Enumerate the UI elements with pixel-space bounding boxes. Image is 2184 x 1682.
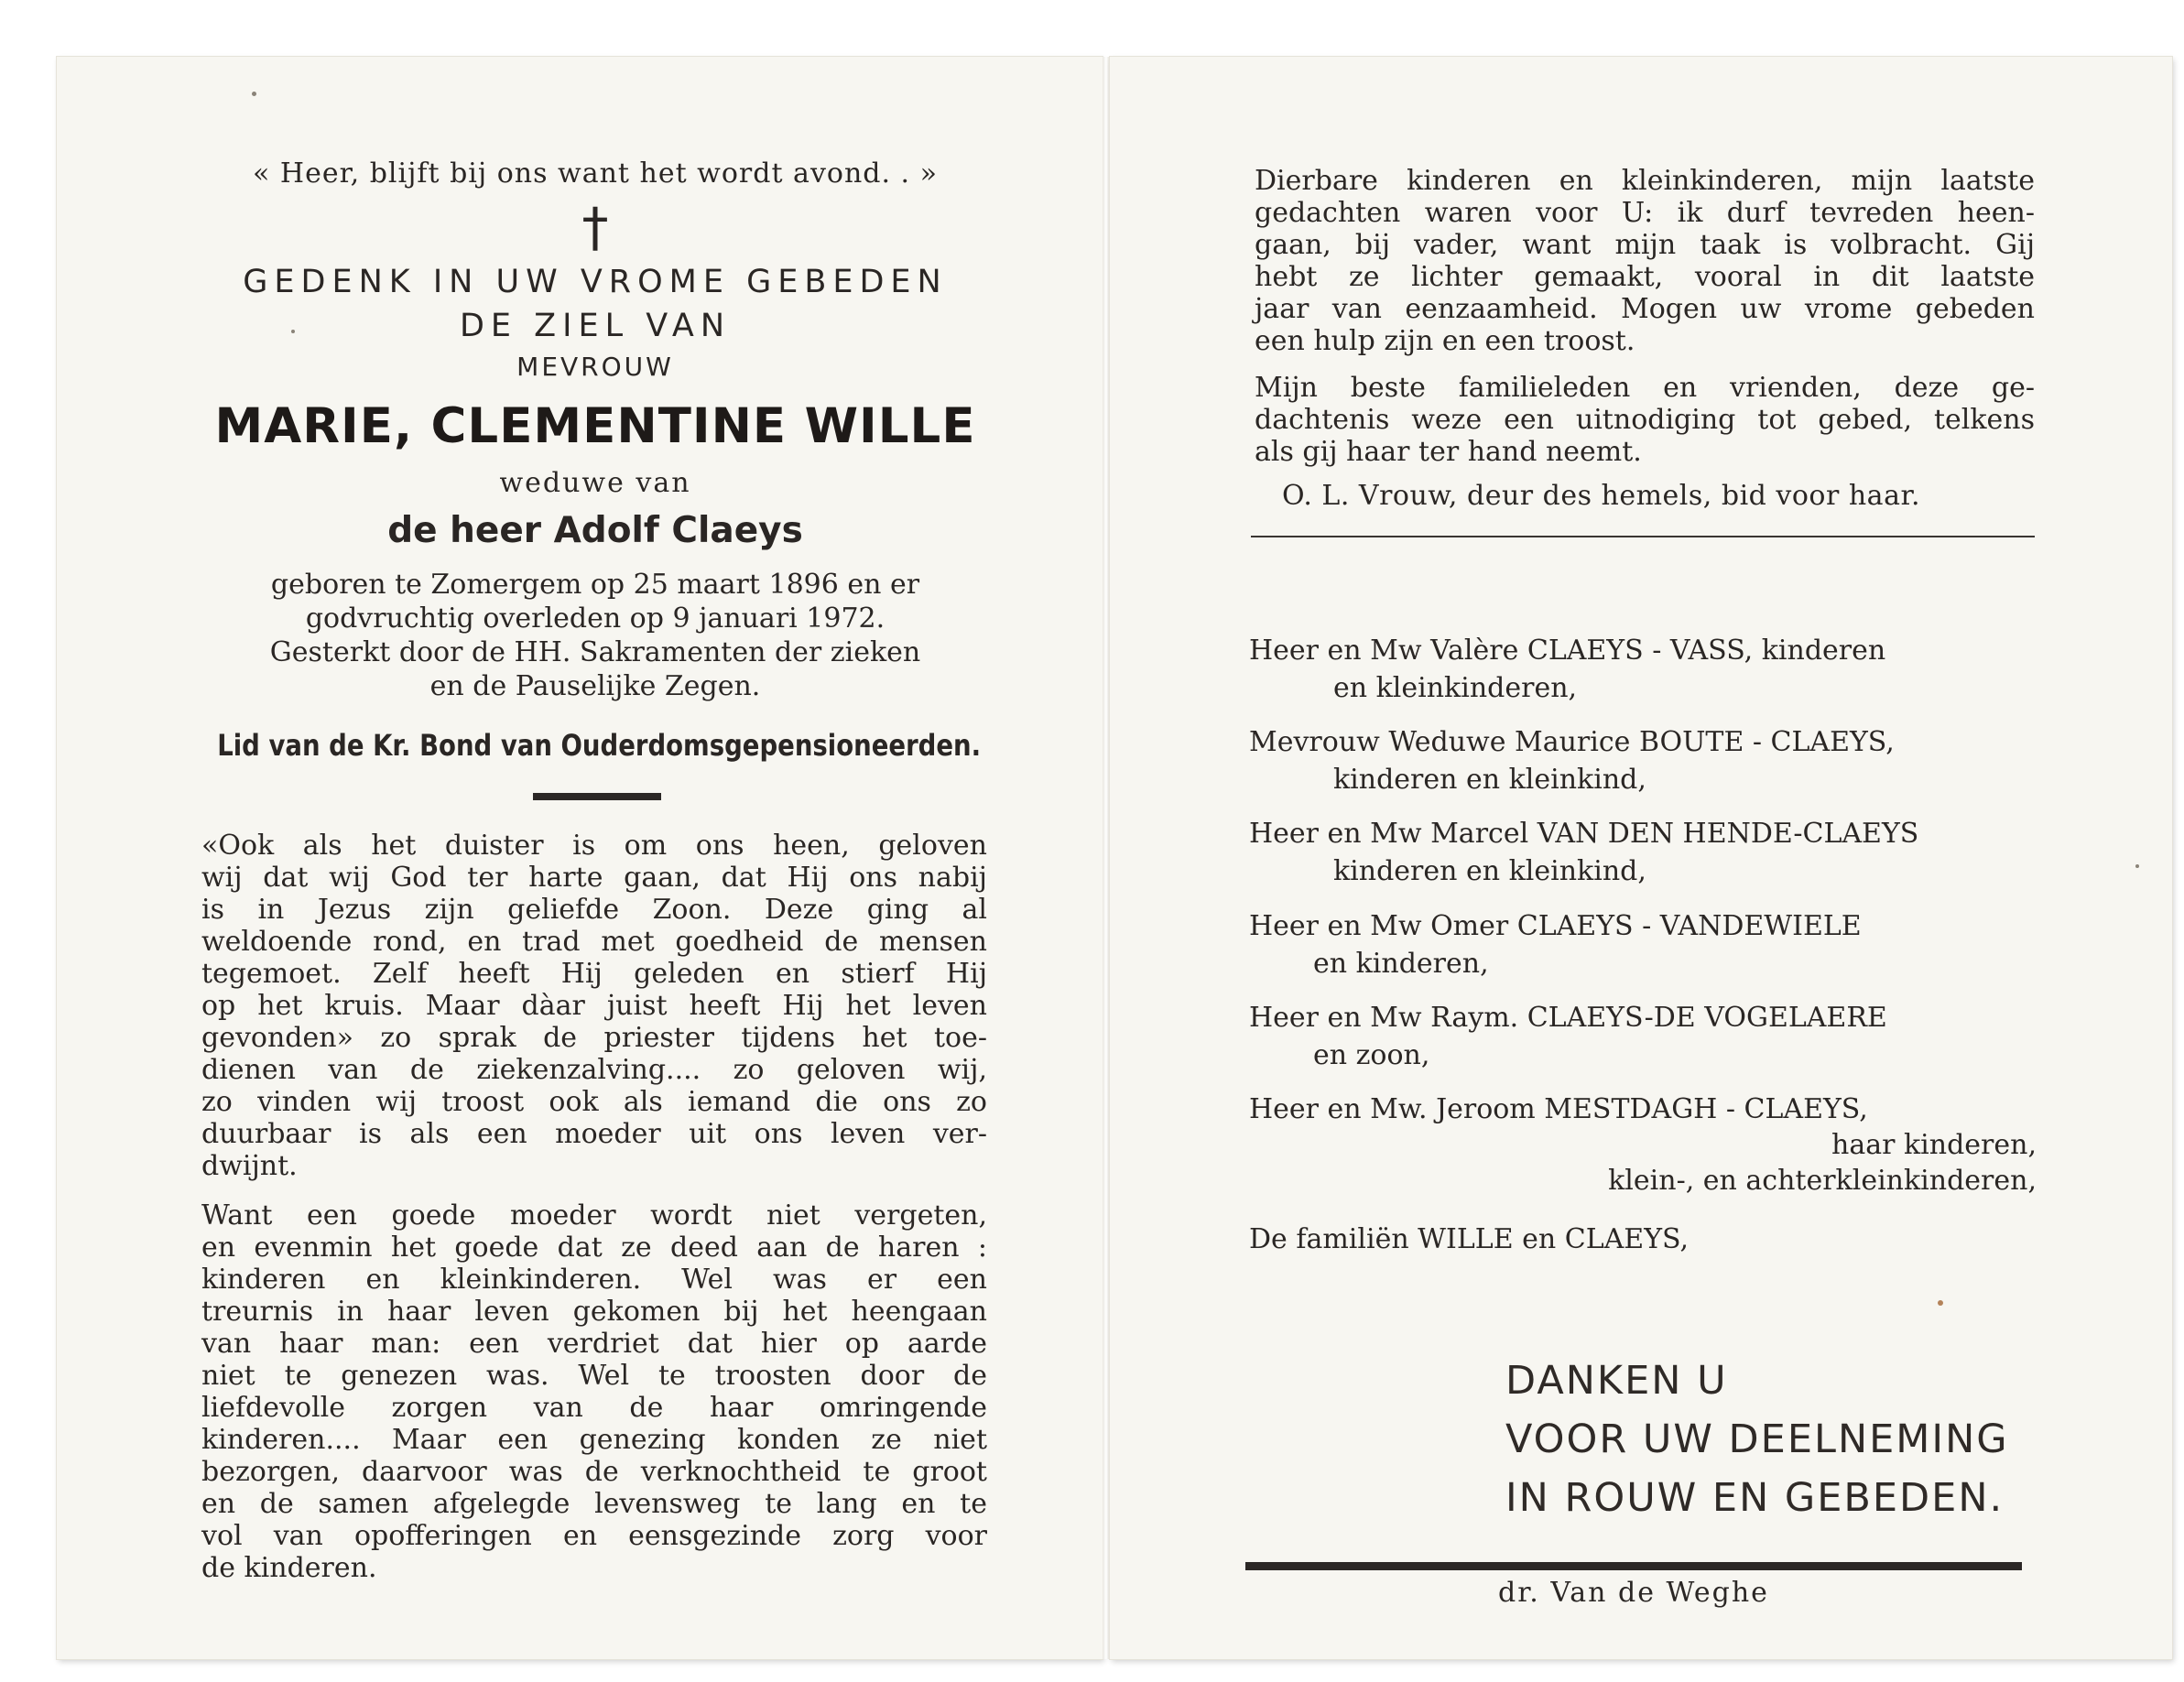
text-line: jaar van eenzaamheid. Mogen uw vrome gebeden [1255,293,2035,325]
text-line: wij dat wij God ter harte gaan, dat Hij ons nabij [201,862,987,894]
membership-line: Lid van de Kr. Bond van Ouderdomsgepensioneerden. [217,728,982,763]
family-entry [1249,910,1862,980]
family-line: Heer en Mw Valère CLAEYS - VASS, kinderen [1249,635,1886,667]
family-line: en kleinkinderen, [1333,672,1578,704]
text-line: gedachten waren voor U: ik durf tevreden heen- [1255,197,2035,229]
text-line: Mijn beste familieleden en vrienden, deze ge- [1255,372,2035,404]
sermon-paragraph [201,830,987,1182]
heading-soul-of: DE ZIEL VAN [459,308,732,344]
thanks-block [1505,1351,2009,1527]
prayer-line: O. L. Vrouw, deur des hemels, bid voor haar. [1282,480,1921,512]
family-entry [1249,726,1895,796]
paper-speck [2135,864,2139,868]
text-line: gevonden» zo sprak de priester tijdens het toe- [201,1022,987,1054]
text-line: liefdevolle zorgen van de haar omringende [201,1392,987,1424]
opening-quote: « Heer, blijft bij ons want het wordt avond. . » [253,157,938,190]
thanks-line: IN ROUW EN GEBEDEN. [1505,1475,2005,1521]
thanks-line: DANKEN U [1505,1358,1728,1404]
divider-bar [533,793,661,800]
text-line: en de samen afgelegde levensweg te lang en te [201,1488,987,1520]
family-line: en kinderen, [1313,948,1489,980]
details-line: godvruchtig overleden op 9 januari 1972. [305,602,886,635]
details-line: en de Pauselijke Zegen. [429,670,761,702]
family-line: en zoon, [1313,1039,1430,1071]
paper-speck [252,92,256,96]
text-line: treurnis in haar leven gekomen bij het heengaan [201,1296,987,1328]
paper-speck [1938,1300,1943,1306]
text-line: zo vinden wij troost ook als iemand die ons zo [201,1086,987,1118]
thanks-line: VOOR UW DEELNEMING [1505,1416,2009,1462]
text-line: dienen van de ziekenzalving.... zo geloven wij, [201,1054,987,1086]
text-line: en evenmin het goede dat ze deed aan de haren : [201,1232,987,1264]
text-line: bezorgen, daarvoor was de verknochtheid te groot [201,1456,987,1488]
text-line: Want een goede moeder wordt niet vergeten, [201,1199,987,1232]
text-line: dwijnt. [201,1150,298,1182]
deceased-name: MARIE, CLEMENTINE WILLE [214,398,976,454]
text-line: hebt ze lichter gemaakt, vooral in dit laatste [1255,261,2035,293]
family-line: Mevrouw Weduwe Maurice BOUTE - CLAEYS, [1249,726,1895,758]
fold-crease [1103,57,1110,1659]
family-line: Heer en Mw. Jeroom MESTDAGH - CLAEYS, [1249,1093,1868,1125]
family-entry [1249,1223,1689,1255]
family-line: haar kinderen, [1831,1129,2037,1161]
text-line: «Ook als het duister is om ons heen, geloven [201,830,987,862]
text-line: kinderen.... Maar een genezing konden ze niet [201,1424,987,1456]
family-line: kinderen en kleinkind, [1333,855,1646,887]
family-entry [1249,1093,2037,1197]
heading-title: MEVROUW [516,352,674,382]
text-line: als gij haar ter hand neemt. [1255,436,1642,468]
mother-paragraph [201,1199,987,1584]
family-entry [1249,818,1918,887]
cross-icon: † [581,196,609,258]
text-line: niet te genezen was. Wel te troosten door de [201,1360,987,1392]
details-line: geboren te Zomergem op 25 maart 1896 en er [270,569,920,601]
family-line: klein-, en achterkleinkinderen, [1608,1165,2037,1197]
family-line: kinderen en kleinkind, [1333,764,1646,796]
footer-rule [1245,1562,2022,1570]
farewell-paragraph [1255,165,2035,357]
text-line: de kinderen. [201,1552,377,1584]
details-line: Gesterkt door de HH. Sakramenten der zieken [269,636,921,668]
text-line: kinderen en kleinkinderen. Wel was er een [201,1264,987,1296]
text-line: duurbaar is als een moeder uit ons leven ver- [201,1118,987,1150]
family-line: Heer en Mw Marcel VAN DEN HENDE-CLAEYS [1249,818,1919,850]
text-line: tegemoet. Zelf heeft Hij geleden en stierf Hij [201,958,987,990]
husband-name: de heer Adolf Claeys [387,510,803,551]
divider-line [1251,536,2035,537]
text-line: Dierbare kinderen en kleinkinderen, mijn laatste [1255,165,2035,197]
text-line: weldoende rond, en trad met goedheid de mensen [201,926,987,958]
text-line: is in Jezus zijn geliefde Zoon. Deze ging al [201,894,987,926]
heading-remember: GEDENK IN UW VROME GEBEDEN [243,264,948,300]
text-line: dachtenis weze een uitnodiging tot gebed, telkens [1255,404,2035,436]
widow-of-label: weduwe van [499,467,691,499]
printer-name: dr. Van de Weghe [1498,1577,1769,1609]
family-line: De familiën WILLE en CLAEYS, [1249,1223,1690,1255]
text-line: vol van opofferingen en eensgezinde zorg voor [201,1520,987,1552]
family-line: Heer en Mw Raym. CLAEYS-DE VOGELAERE [1249,1002,1887,1034]
text-line: gaan, bij vader, want mijn taak is volbracht. Gij [1255,229,2035,261]
family-entry [1249,1002,1887,1071]
birth-death-details [156,568,1035,703]
text-line: een hulp zijn en een troost. [1255,325,1635,357]
family-friends-paragraph [1255,372,2035,468]
text-line: van haar man: een verdriet dat hier op aarde [201,1328,987,1360]
family-entry [1249,635,1885,704]
text-line: op het kruis. Maar dàar juist heeft Hij het leven [201,990,987,1022]
family-line: Heer en Mw Omer CLAEYS - VANDEWIELE [1249,910,1862,942]
